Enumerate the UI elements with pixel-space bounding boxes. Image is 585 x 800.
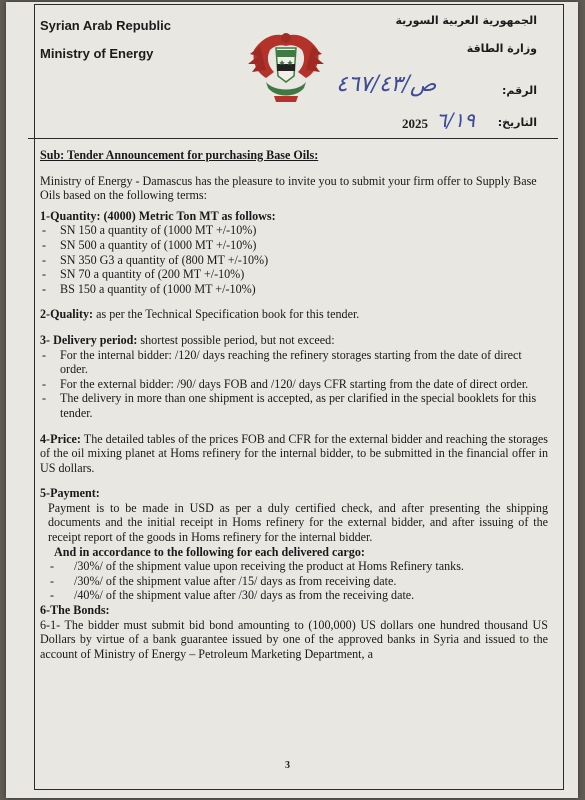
bonds-heading: 6-The Bonds:: [40, 603, 110, 618]
delivery-text: shortest possible period, but not exceed:: [137, 332, 335, 347]
payment-list: [40, 559, 548, 603]
list-item: - For the internal bidder: /120/ days reaching the refinery storages starting from the date of direct order.: [40, 348, 548, 377]
quantity-heading: 1-Quantity:: [40, 208, 101, 223]
list-item: - SN 500 a quantity of (1000 MT +/-10%): [40, 238, 548, 253]
list-item: - SN 70 a quantity of (200 MT +/-10%): [40, 267, 548, 282]
quantity-list: [40, 223, 548, 296]
document-body: [40, 148, 548, 661]
country-name-en: Syrian Arab Republic: [40, 18, 171, 33]
payment-subheading: And in accordance to the following for each delivered cargo:: [54, 544, 365, 559]
payment-text: Payment is to be made in USD as per a duly certified check, and after presenting the shipping documents and the initial receipt in Homs refinery for the external bidder, and after issuing of the receipt report of the goods in Homs refinery for the internal bidder.: [48, 500, 548, 545]
reference-number-handwritten: ص/٤٦٧/٤٣: [336, 72, 437, 97]
ref-label-ar: الرقم:: [502, 84, 537, 97]
header-divider: [28, 138, 558, 139]
quantity-section: [40, 209, 548, 224]
list-item: - /40%/ of the shipment value after /30/ days as from the receiving date.: [40, 588, 548, 603]
quality-heading: 2-Quality:: [40, 307, 94, 322]
bonds-text: 6-1- The bidder must submit bid bond amounting to (100,000) US dollars one hundred thousand US Dollars by virtue of a bank guarantee issued by one of the approved banks in Syria and issued to the account of Ministry of Energy – Petroleum Marketing Department, a: [40, 617, 548, 661]
quality-text: as per the Technical Specification book for this tender.: [93, 307, 360, 322]
list-item: - /30%/ of the shipment value after /15/ days as from receiving date.: [40, 574, 548, 589]
list-item: - BS 150 a quantity of (1000 MT +/-10%): [40, 282, 548, 297]
country-name-ar: الجمهورية العربية السورية: [395, 14, 537, 27]
ministry-name-ar: وزارة الطاقة: [466, 42, 537, 55]
date-year: 2025: [402, 116, 428, 131]
list-item: - /30%/ of the shipment value upon receiving the product at Homs Refinery tanks.: [40, 559, 548, 574]
price-section: [40, 432, 548, 476]
delivery-section: [40, 333, 548, 348]
list-item: - SN 150 a quantity of (1000 MT +/-10%): [40, 223, 548, 238]
subject-line: Sub: Tender Announcement for purchasing Base Oils:: [40, 148, 319, 162]
delivery-heading: 3- Delivery period:: [40, 332, 138, 347]
syrian-eagle-emblem-icon: [244, 26, 328, 106]
date-handwritten: ٦/١٩: [436, 108, 475, 132]
quantity-text: (4000) Metric Ton MT as follows:: [100, 208, 276, 223]
price-heading: 4-Price:: [40, 431, 81, 446]
date-label-ar: التاريخ:: [497, 116, 537, 129]
quality-section: [40, 307, 548, 322]
list-item: - For the external bidder: /90/ days FOB and /120/ days CFR starting from the date of direct order.: [40, 377, 548, 392]
list-item: - The delivery in more than one shipment is accepted, as per clarified in the special booklets for this tender.: [40, 391, 548, 420]
page-number: 3: [285, 760, 290, 771]
payment-heading: 5-Payment:: [40, 486, 100, 501]
delivery-list: [40, 348, 548, 421]
price-text: The detailed tables of the prices FOB and CFR for the external bidder and reaching the storages of the oil mixing planet at Homs refinery for the internal bidder, to be submitted in the financial offer in US dollars.: [40, 431, 548, 475]
list-item: - SN 350 G3 a quantity of (800 MT +/-10%): [40, 253, 548, 268]
intro-paragraph: Ministry of Energy - Damascus has the pleasure to invite you to submit your firm offer to Supply Base Oils based on the following terms:: [40, 173, 537, 203]
ministry-name-en: Ministry of Energy: [40, 46, 154, 61]
